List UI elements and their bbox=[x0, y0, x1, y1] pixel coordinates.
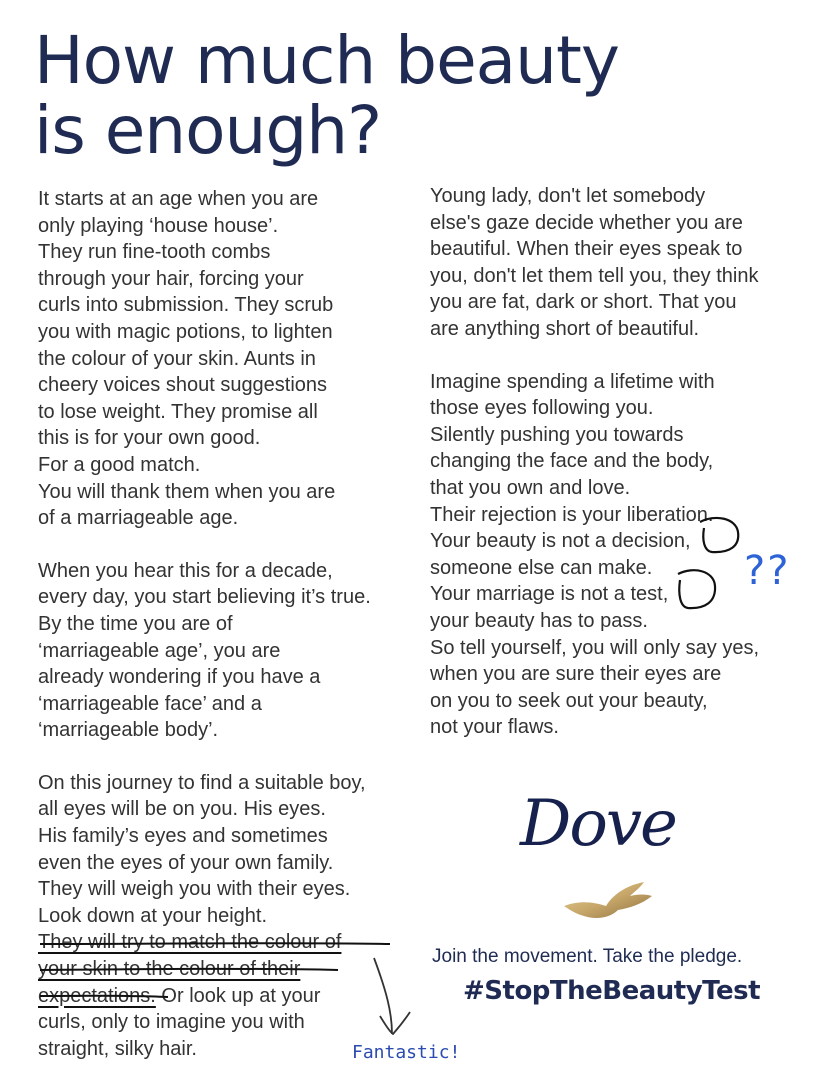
text-line: to lose weight. They promise all bbox=[38, 400, 318, 423]
text-line: curls, only to imagine you with bbox=[38, 1011, 305, 1034]
text-line: It starts at an age when you are bbox=[38, 188, 319, 210]
text-line: that you own and love. bbox=[430, 476, 631, 499]
headline bbox=[34, 22, 794, 169]
handwritten-question-marks: ?? bbox=[744, 548, 791, 594]
text-line: are anything short of beautiful. bbox=[430, 317, 700, 340]
text-line: beautiful. When their eyes speak to bbox=[430, 238, 743, 261]
hashtag-text: #StopTheBeautyTest bbox=[463, 976, 760, 1006]
text-line: They will weigh you with their eyes. bbox=[38, 878, 351, 901]
text-line: every day, you start believing it’s true. bbox=[38, 586, 371, 609]
join-movement-text: Join the movement. Take the pledge. bbox=[432, 946, 743, 967]
text-line bbox=[38, 983, 398, 1010]
text-fragment: Or look up at your bbox=[155, 984, 321, 1007]
text-line: Your marriage is not a test, bbox=[430, 583, 669, 606]
text-line: you, don't let them tell you, they think bbox=[430, 264, 759, 287]
text-line: Silently pushing you towards bbox=[430, 423, 684, 446]
left-paragraph-3 bbox=[38, 770, 398, 1063]
headline-line-2: is enough? bbox=[34, 92, 382, 169]
text-line: through your hair, forcing your bbox=[38, 267, 304, 290]
underlined-line: your skin to the colour of their bbox=[38, 958, 301, 981]
text-line: When you hear this for a decade, bbox=[38, 559, 333, 582]
text-line: You will thank them when you are bbox=[38, 480, 336, 503]
text-line: curls into submission. They scrub bbox=[38, 294, 334, 317]
text-line: you are fat, dark or short. That you bbox=[430, 291, 737, 314]
left-column bbox=[38, 186, 398, 1062]
dove-logo-wordmark: Dove bbox=[520, 787, 676, 861]
text-line: His family’s eyes and sometimes bbox=[38, 825, 328, 848]
right-column bbox=[430, 183, 800, 741]
text-line: only playing ‘house house’. bbox=[38, 214, 279, 237]
left-paragraph-1 bbox=[38, 186, 398, 532]
text-line: someone else can make. bbox=[430, 556, 653, 579]
text-line: By the time you are of bbox=[38, 612, 233, 635]
underlined-phrase: expectations. bbox=[38, 984, 156, 1007]
text-line: cheery voices shout suggestions bbox=[38, 374, 328, 397]
text-line: Their rejection is your liberation. bbox=[430, 503, 714, 526]
text-line: on you to seek out your beauty, bbox=[430, 689, 708, 712]
text-line: For a good match. bbox=[38, 453, 201, 476]
text-line: even the eyes of your own family. bbox=[38, 851, 334, 874]
text-line: all eyes will be on you. His eyes. bbox=[38, 798, 326, 821]
text-line: Young lady, don't let somebody bbox=[430, 185, 706, 207]
underlined-line: They will try to match the colour of bbox=[38, 931, 342, 954]
text-line: else's gaze decide whether you are bbox=[430, 211, 743, 234]
text-line: of a marriageable age. bbox=[38, 507, 239, 530]
text-line: this is for your own good. bbox=[38, 427, 261, 450]
text-line: They run fine-tooth combs bbox=[38, 241, 271, 264]
right-paragraph-1 bbox=[430, 183, 800, 343]
text-line: changing the face and the body, bbox=[430, 450, 714, 473]
text-line: ‘marriageable body’. bbox=[38, 719, 219, 742]
text-line: straight, silky hair. bbox=[38, 1037, 197, 1060]
handwritten-comment: Fantastic! bbox=[352, 1042, 461, 1063]
text-line: So tell yourself, you will only say yes, bbox=[430, 636, 760, 659]
text-line: your beauty has to pass. bbox=[430, 609, 648, 632]
text-line: Look down at your height. bbox=[38, 904, 268, 927]
text-line: you with magic potions, to lighten bbox=[38, 320, 333, 343]
headline-line-1: How much beauty bbox=[34, 22, 619, 99]
text-line: those eyes following you. bbox=[430, 397, 654, 420]
text-line: ‘marriageable face’ and a bbox=[38, 692, 262, 715]
left-paragraph-2 bbox=[38, 558, 398, 744]
text-line: ‘marriageable age’, you are bbox=[38, 639, 281, 662]
text-line: when you are sure their eyes are bbox=[430, 663, 722, 686]
text-line: Your beauty is not a decision, bbox=[430, 530, 691, 553]
text-line: Imagine spending a lifetime with bbox=[430, 370, 715, 393]
text-line: On this journey to find a suitable boy, bbox=[38, 771, 366, 794]
text-line: not your flaws. bbox=[430, 716, 559, 739]
dove-bird-icon bbox=[560, 876, 656, 924]
text-line: the colour of your skin. Aunts in bbox=[38, 347, 316, 370]
text-line: already wondering if you have a bbox=[38, 666, 321, 689]
